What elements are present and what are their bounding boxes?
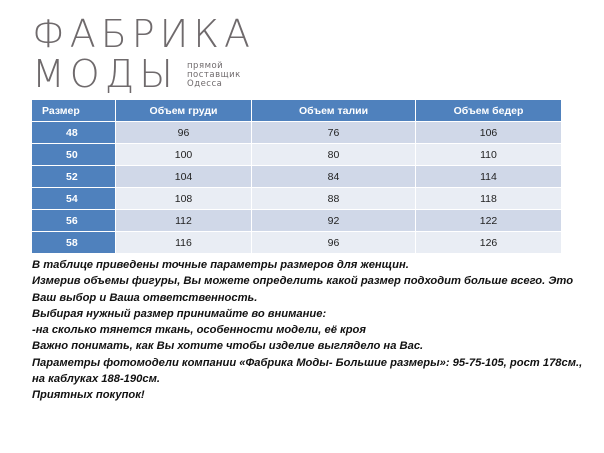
size-cell: 48 bbox=[32, 121, 116, 143]
size-cell: 56 bbox=[32, 209, 116, 231]
chest-cell: 100 bbox=[116, 143, 252, 165]
note-line: Параметры фотомодели компании «Фабрика Моды- Большие размеры»: 95-75-105, рост 178см., на каблуках 188-190см. bbox=[32, 356, 583, 386]
chest-cell: 108 bbox=[116, 187, 252, 209]
tagline-line-1: прямой bbox=[187, 61, 224, 71]
size-cell: 54 bbox=[32, 187, 116, 209]
table-row bbox=[32, 231, 561, 253]
note-line: Измерив объемы фигуры, Вы можете определить какой размер подходит больше всего. Это Ваш выбор и Ваша ответственность. bbox=[32, 275, 574, 304]
table-row bbox=[32, 121, 561, 143]
hips-cell: 114 bbox=[416, 165, 561, 187]
tagline-line-3: Одесса bbox=[187, 79, 223, 89]
logo-tagline bbox=[187, 62, 241, 89]
chest-cell: 116 bbox=[116, 231, 252, 253]
size-cell: 50 bbox=[32, 143, 116, 165]
table-row bbox=[32, 165, 561, 187]
size-chart-table bbox=[32, 100, 561, 253]
size-notes bbox=[32, 257, 592, 404]
note-line: Важно понимать, как Вы хотите чтобы изделие выглядело на Вас. bbox=[32, 340, 424, 353]
waist-cell: 92 bbox=[252, 209, 416, 231]
chest-cell: 112 bbox=[116, 209, 252, 231]
logo-line-2: МОДЫ bbox=[32, 52, 178, 96]
brand-logo bbox=[32, 14, 262, 94]
size-cell: 58 bbox=[32, 231, 116, 253]
header-hips: Объем бедер bbox=[416, 100, 561, 121]
table-row bbox=[32, 187, 561, 209]
header-waist: Объем талии bbox=[252, 100, 416, 121]
waist-cell: 84 bbox=[252, 165, 416, 187]
header-chest: Объем груди bbox=[116, 100, 252, 121]
table-row bbox=[32, 209, 561, 231]
hips-cell: 106 bbox=[416, 121, 561, 143]
hips-cell: 118 bbox=[416, 187, 561, 209]
waist-cell: 96 bbox=[252, 231, 416, 253]
waist-cell: 80 bbox=[252, 143, 416, 165]
logo-line-1: ФАБРИКА bbox=[32, 12, 255, 56]
note-line: В таблице приведены точные параметры размеров для женщин. bbox=[32, 259, 409, 271]
size-cell: 52 bbox=[32, 165, 116, 187]
note-line: -на сколько тянется ткань, особенности модели, её кроя bbox=[32, 324, 366, 337]
waist-cell: 76 bbox=[252, 121, 416, 143]
chest-cell: 104 bbox=[116, 165, 252, 187]
header-size: Размер bbox=[32, 100, 116, 121]
chest-cell: 96 bbox=[116, 121, 252, 143]
note-line: Выбирая нужный размер принимайте во внимание: bbox=[32, 307, 327, 320]
hips-cell: 126 bbox=[416, 231, 561, 253]
waist-cell: 88 bbox=[252, 187, 416, 209]
hips-cell: 122 bbox=[416, 209, 561, 231]
table-header-row bbox=[32, 100, 561, 121]
table-row bbox=[32, 143, 561, 165]
tagline-line-2: поставщик bbox=[187, 70, 241, 80]
note-line: Приятных покупок! bbox=[32, 389, 145, 402]
hips-cell: 110 bbox=[416, 143, 561, 165]
